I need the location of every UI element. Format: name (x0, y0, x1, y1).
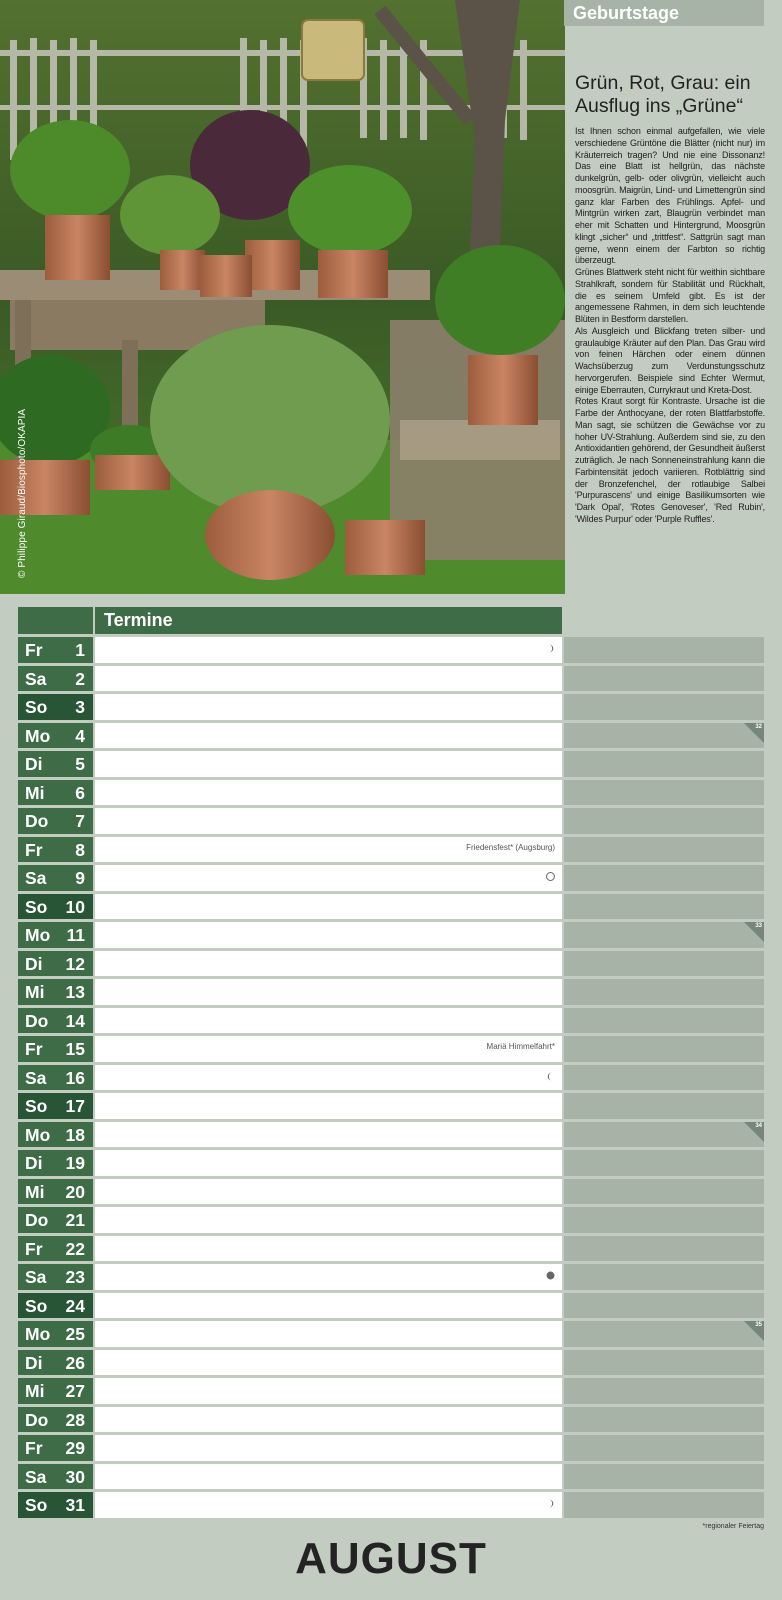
weekday-name: Do (25, 1210, 49, 1230)
geburtstage-cell[interactable] (564, 837, 764, 863)
geburtstage-cell[interactable] (564, 1036, 764, 1062)
day-number: 25 (65, 1324, 85, 1344)
day-label (18, 751, 93, 777)
article-body: Ist Ihnen schon einmal aufgefallen, wie viele verschiedene Grüntöne die Blätter (nicht nur) im Kräuterreich tragen? Und nie eine Dissonanz! Das eine Blatt ist hellgrün, das nächste dunkelgrün, gelb- oder olivgrün, vielleicht auch moosgrün. Maigrün, Lind- und Limettengrün sind ganz klar Farben des Frühlings. Apfel- und Mintgrün wirken zart, Blaugrün verbindet man eher mit Schatten und Hintergrund, Moosgrün klingt „sicher“ und „trittfest“. Sattgrün sagt man gerne, wenn einem der Farbton so richtig überzeugt. Grünes Blattwerk steht nicht für weithin sichtbare Strahlkraft, sondern für Stabilität und Rückhalt, die es seinem Umfeld gibt. Es ist der angemessene Rahmen, in dem sich leuchtende Blüten in Bestform darstellen. Als Ausgleich und Blickfang treten silber- und graulaubige Kräuter auf den Plan. Das Grau wird von feinen Härchen oder einem dünnen Wachsüberzug zum Verdunstungsschutz hervorgerufen. Beispiele sind Echter Wermut, einige Eberrauten, Currykraut und Kreta-Dost. Rotes Kraut sorgt für Kontraste. Ursache ist die Farbe der Anthocyane, der roten Blattfarbstoffe. Man sagt, sie schützen die Gewächse vor zu hoher UV-Strahlung. Außerdem sind sie, zu den Antioxidantien gehörend, der Gesundheit äußerst zuträglich. Je nach Sonneneinstrahlung kann die Farbintensität jedoch variieren. Rotblättrig sind der Bronzefenchel, der rotlaubige Salbei 'Purpurascens' und einige Basilikumsorten wie 'Dark Opal', 'Rotes Genoveser', 'Red Rubin', 'Wildes Purpur' oder 'Purple Ruffles'. (575, 126, 765, 524)
day-label (18, 1378, 93, 1404)
day-number: 5 (75, 754, 85, 774)
geburtstage-cell[interactable] (564, 751, 764, 777)
day-number: 17 (65, 1096, 85, 1116)
garden-illustration (0, 0, 565, 594)
day-number: 18 (65, 1124, 85, 1145)
week-number: 35 (755, 1322, 762, 1328)
day-number: 28 (65, 1409, 85, 1430)
calendar-row (18, 637, 764, 666)
geburtstage-cell[interactable] (564, 1293, 764, 1319)
day-label (18, 694, 93, 720)
geburtstage-cell[interactable] (564, 1350, 764, 1376)
geburtstage-cell[interactable] (564, 865, 764, 891)
termine-cell[interactable] (95, 1492, 562, 1518)
calendar-row (18, 666, 764, 695)
day-label (18, 1179, 93, 1205)
weekday-name: Mo (25, 725, 51, 746)
geburtstage-cell[interactable] (564, 723, 764, 749)
weekday-name: So (25, 1495, 48, 1515)
termine-cell[interactable] (95, 1122, 562, 1148)
termine-cell[interactable] (95, 637, 562, 663)
day-label (18, 1065, 93, 1091)
calendar-row (18, 837, 764, 866)
calendar-row (18, 1179, 764, 1208)
day-label (18, 865, 93, 891)
day-label (18, 922, 93, 948)
weekday-name: Fr (25, 640, 43, 660)
week-number: 33 (755, 923, 762, 929)
weekday-name: Do (25, 1409, 49, 1430)
termine-cell[interactable] (95, 1464, 562, 1490)
termine-cell[interactable] (95, 1207, 562, 1233)
geburtstage-cell[interactable] (564, 979, 764, 1005)
weekday-name: Di (25, 1153, 43, 1173)
termine-cell[interactable] (95, 780, 562, 806)
footnote: *regionaler Feiertag (702, 1523, 764, 1530)
geburtstage-cell[interactable] (564, 1179, 764, 1205)
weekday-name: Sa (25, 1067, 47, 1088)
termine-cell[interactable] (95, 1321, 562, 1347)
calendar-row (18, 1293, 764, 1322)
calendar-row (18, 894, 764, 923)
day-number: 8 (75, 839, 85, 860)
calendar-row (18, 1464, 764, 1493)
day-label (18, 1492, 93, 1518)
calendar-row (18, 1008, 764, 1037)
termine-cell[interactable] (95, 1036, 562, 1062)
weekday-name: So (25, 896, 48, 917)
article (575, 72, 765, 526)
geburtstage-cell[interactable] (564, 1264, 764, 1290)
termine-cell[interactable] (95, 1008, 562, 1034)
header-geburtstage: Geburtstage (564, 0, 764, 26)
weekday-name: Sa (25, 868, 47, 888)
geburtstage-cell[interactable] (564, 1378, 764, 1404)
day-label (18, 1293, 93, 1319)
article-title: Grün, Rot, Grau: ein Ausflug ins „Grüne“ (575, 72, 751, 117)
day-number: 21 (65, 1210, 85, 1230)
day-label (18, 1008, 93, 1034)
day-label (18, 808, 93, 834)
day-number: 29 (65, 1438, 85, 1458)
termine-cell[interactable] (95, 837, 562, 863)
geburtstage-cell[interactable] (564, 1008, 764, 1034)
day-label (18, 1464, 93, 1490)
calendar-row (18, 751, 764, 780)
day-label (18, 1122, 93, 1148)
calendar-row (18, 1065, 764, 1094)
week-number-corner (744, 1122, 764, 1142)
weekday-name: So (25, 1295, 48, 1316)
calendar-row (18, 723, 764, 752)
calendar-row (18, 922, 764, 951)
calendar-row (18, 1492, 764, 1521)
day-number: 13 (65, 982, 85, 1002)
day-label (18, 979, 93, 1005)
termine-cell[interactable] (95, 951, 562, 977)
termine-cell[interactable] (95, 1093, 562, 1119)
day-label (18, 1036, 93, 1062)
weekday-name: Di (25, 1352, 43, 1373)
day-number: 26 (65, 1352, 85, 1373)
termine-cell[interactable] (95, 1407, 562, 1433)
weekday-name: Fr (25, 1039, 43, 1059)
day-number: 2 (75, 668, 85, 689)
weekday-name: Do (25, 1010, 49, 1031)
day-label (18, 637, 93, 663)
day-number: 24 (65, 1295, 85, 1316)
termine-cell[interactable] (95, 1293, 562, 1319)
geburtstage-cell[interactable] (564, 1236, 764, 1262)
geburtstage-cell[interactable] (564, 1093, 764, 1119)
calendar-row (18, 1150, 764, 1179)
day-label (18, 780, 93, 806)
termine-cell[interactable] (95, 1236, 562, 1262)
day-number: 4 (75, 725, 85, 746)
weekday-name: So (25, 1096, 48, 1116)
day-label (18, 951, 93, 977)
day-label (18, 894, 93, 920)
geburtstage-cell[interactable] (564, 951, 764, 977)
geburtstage-cell[interactable] (564, 1321, 764, 1347)
weekday-name: So (25, 697, 48, 717)
weekday-name: Mi (25, 1181, 45, 1202)
geburtstage-cell[interactable] (564, 922, 764, 948)
day-number: 11 (66, 925, 85, 945)
calendar-row (18, 1264, 764, 1293)
day-label (18, 1150, 93, 1176)
termine-cell[interactable] (95, 979, 562, 1005)
calendar-row (18, 780, 764, 809)
geburtstage-cell[interactable] (564, 808, 764, 834)
day-number: 3 (75, 697, 85, 717)
termine-cell[interactable] (95, 694, 562, 720)
day-label (18, 1435, 93, 1461)
calendar-row (18, 1122, 764, 1151)
day-number: 10 (65, 896, 85, 917)
calendar-row (18, 808, 764, 837)
weekday-name: Sa (25, 668, 47, 689)
geburtstage-cell[interactable] (564, 1150, 764, 1176)
last-quarter-moon-icon (545, 643, 556, 654)
new-moon-icon (545, 1270, 556, 1281)
calendar-row (18, 1435, 764, 1464)
weekday-name: Sa (25, 1466, 47, 1487)
day-number: 31 (65, 1495, 85, 1515)
geburtstage-cell[interactable] (564, 1464, 764, 1490)
day-number: 7 (75, 811, 85, 831)
geburtstage-cell[interactable] (564, 1207, 764, 1233)
month-title: AUGUST (295, 1534, 487, 1583)
termine-cell[interactable] (95, 751, 562, 777)
calendar-row (18, 1236, 764, 1265)
day-number: 15 (65, 1039, 85, 1059)
geburtstage-cell[interactable] (564, 1122, 764, 1148)
termine-cell[interactable] (95, 1378, 562, 1404)
day-label (18, 1093, 93, 1119)
termine-cell[interactable] (95, 1150, 562, 1176)
day-label (18, 837, 93, 863)
weekday-name: Di (25, 754, 43, 774)
day-number: 14 (65, 1010, 85, 1031)
weekday-name: Mo (25, 925, 51, 945)
weekday-name: Mi (25, 782, 45, 803)
day-number: 20 (65, 1181, 85, 1202)
geburtstage-cell[interactable] (564, 637, 764, 663)
holiday-note: Friedensfest* (Augsburg) (466, 842, 555, 852)
day-number: 9 (75, 868, 85, 888)
day-label (18, 1264, 93, 1290)
photo-credit: © Philippe Giraud/Biosphoto/OKAPIA (17, 408, 28, 578)
day-number: 1 (75, 640, 85, 660)
weekday-name: Di (25, 953, 43, 974)
termine-cell[interactable] (95, 1350, 562, 1376)
weekday-name: Fr (25, 1238, 43, 1259)
weekday-name: Mo (25, 1124, 51, 1145)
day-number: 16 (65, 1067, 85, 1088)
calendar-header-blank (18, 607, 93, 634)
termine-cell[interactable] (95, 1065, 562, 1091)
geburtstage-cell[interactable] (564, 1435, 764, 1461)
week-number: 34 (755, 1122, 762, 1129)
day-number: 23 (65, 1267, 85, 1287)
termine-cell[interactable] (95, 666, 562, 692)
weekday-name: Sa (25, 1267, 47, 1287)
weekday-name: Fr (25, 1438, 43, 1458)
geburtstage-cell[interactable] (564, 666, 764, 692)
geburtstage-cell[interactable] (564, 694, 764, 720)
geburtstage-cell[interactable] (564, 894, 764, 920)
day-number: 12 (65, 953, 85, 974)
weekday-name: Fr (25, 839, 43, 860)
first-quarter-moon-icon (545, 1071, 556, 1082)
weekday-name: Mi (25, 982, 45, 1002)
weekday-name: Mo (25, 1324, 51, 1344)
calendar-row (18, 1207, 764, 1236)
day-label (18, 1350, 93, 1376)
termine-cell[interactable] (95, 808, 562, 834)
calendar-row (18, 1407, 764, 1436)
holiday-note: Mariä Himmelfahrt* (486, 1042, 555, 1051)
day-number: 27 (65, 1381, 85, 1401)
weekday-name: Mi (25, 1381, 45, 1401)
termine-cell[interactable] (95, 1264, 562, 1290)
calendar-row (18, 951, 764, 980)
calendar-row (18, 694, 764, 723)
day-number: 30 (65, 1466, 85, 1487)
week-number-corner (744, 723, 764, 743)
termine-cell[interactable] (95, 1435, 562, 1461)
calendar-row (18, 1378, 764, 1407)
geburtstage-cell[interactable] (564, 1492, 764, 1518)
day-label (18, 1407, 93, 1433)
garden-photo (0, 0, 565, 594)
geburtstage-cell[interactable] (564, 1065, 764, 1091)
calendar-row (18, 1093, 764, 1122)
calendar-row (18, 865, 764, 894)
calendar-row (18, 1350, 764, 1379)
termine-cell[interactable] (95, 865, 562, 891)
day-label (18, 1236, 93, 1262)
geburtstage-cell[interactable] (564, 1407, 764, 1433)
last-quarter-moon-icon (545, 1498, 556, 1509)
week-number-corner (744, 922, 764, 942)
weekday-name: Do (25, 811, 49, 831)
termine-cell[interactable] (95, 922, 562, 948)
calendar-row (18, 1036, 764, 1065)
termine-cell[interactable] (95, 894, 562, 920)
calendar-row (18, 1321, 764, 1350)
full-moon-icon (545, 871, 556, 882)
day-number: 22 (65, 1238, 85, 1259)
calendar-row (18, 979, 764, 1008)
geburtstage-cell[interactable] (564, 780, 764, 806)
header-termine: Termine (95, 607, 562, 634)
day-label (18, 666, 93, 692)
day-number: 19 (65, 1153, 85, 1173)
week-number: 32 (755, 723, 762, 730)
day-number: 6 (75, 782, 85, 803)
day-label (18, 1321, 93, 1347)
termine-cell[interactable] (95, 1179, 562, 1205)
calendar-rows (18, 637, 764, 1521)
week-number-corner (744, 1321, 764, 1341)
termine-cell[interactable] (95, 723, 562, 749)
day-label (18, 1207, 93, 1233)
day-label (18, 723, 93, 749)
